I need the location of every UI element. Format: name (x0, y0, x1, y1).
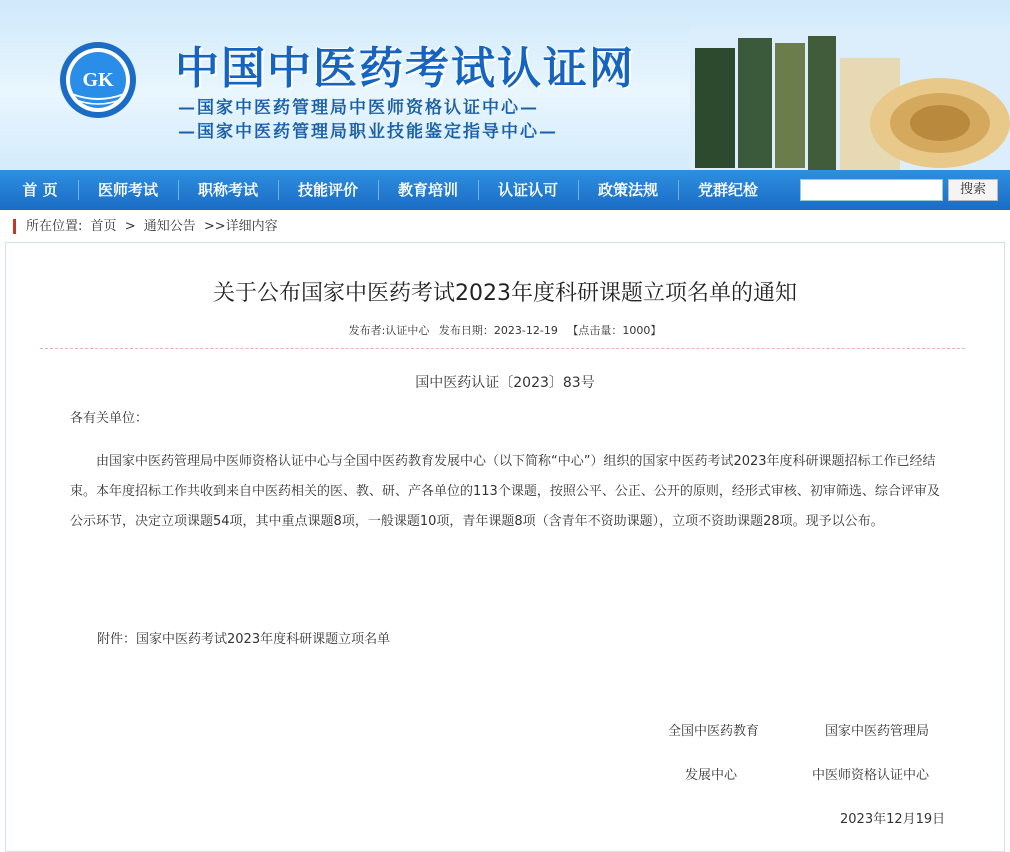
signature-right-line1: 国家中医药管理局 (825, 724, 930, 739)
breadcrumb-accent-bar (13, 219, 16, 234)
article-title: 关于公布国家中医药考试2023年度科研课题立项名单的通知 (213, 281, 797, 306)
signature-right-line2: 中医师资格认证中心 (812, 768, 930, 783)
article-meta (0, 322, 1010, 338)
search-button[interactable]: 搜索 (948, 179, 998, 201)
meta-publisher: 发布者:认证中心 (348, 324, 430, 337)
breadcrumb-separator: > (124, 219, 136, 234)
search-input[interactable] (800, 179, 943, 201)
nav-education-training[interactable]: 教育培训 (397, 181, 458, 199)
nav-policy[interactable]: 政策法规 (597, 181, 658, 199)
breadcrumb-current: >>详细内容 (203, 219, 278, 234)
site-header (0, 0, 1010, 170)
breadcrumb-home[interactable]: 首页 (90, 219, 117, 234)
article-greeting: 各有关单位： (70, 411, 149, 426)
svg-text:GK: GK (82, 69, 114, 91)
meta-date: 发布日期：2023-12-19 (438, 324, 558, 337)
site-subtitle-1: —国家中医药管理局中医师资格认证中心— (178, 98, 539, 118)
site-subtitle-2: —国家中医药管理局职业技能鉴定指导中心— (178, 122, 558, 142)
nav-party-discipline[interactable]: 党群纪检 (697, 181, 758, 199)
article-attachment[interactable]: 附件：国家中医药考试2023年度科研课题立项名单 (97, 632, 391, 647)
document-number: 国中医药认证〔2023〕83号 (415, 375, 595, 391)
breadcrumb-notices[interactable]: 通知公告 (143, 219, 196, 234)
meta-clicks: 【点击量：1000】 (567, 324, 662, 337)
nav-home[interactable]: 首 页 (22, 181, 58, 199)
article-body: 由国家中医药管理局中医师资格认证中心与全国中医药教育发展中心（以下简称“中心”）组织的国家中医药考试2023年度科研课题招标工作已经结束。本年度招标工作共收到来自中医药相关的医、教、研、产各单位的113个课题，按照公平、公正、公开的原则，经形式审核、初审筛选、综合评审及公示环节，决定立项课题54项，其中重点课题8项，一般课题10项，青年课题8项（含青年不资助课题），立项不资助课题28项。现予以公布。 (70, 454, 940, 529)
site-title: 中国中医药考试认证网 (175, 43, 635, 94)
signature-date: 2023年12月19日 (840, 812, 946, 827)
divider (40, 348, 965, 349)
signature-left-line1: 全国中医药教育 (668, 724, 760, 739)
breadcrumb-label: 所在位置: (26, 219, 83, 234)
signature-left-line2: 发展中心 (685, 768, 738, 783)
breadcrumb (26, 213, 282, 241)
nav-skill-evaluation[interactable]: 技能评价 (297, 181, 358, 199)
nav-physician-exam[interactable]: 医师考试 (97, 181, 158, 199)
nav-title-exam[interactable]: 职称考试 (197, 181, 258, 199)
nav-certification[interactable]: 认证认可 (497, 181, 558, 199)
gk-logo[interactable] (58, 40, 138, 120)
books-banner-image (690, 28, 1010, 170)
